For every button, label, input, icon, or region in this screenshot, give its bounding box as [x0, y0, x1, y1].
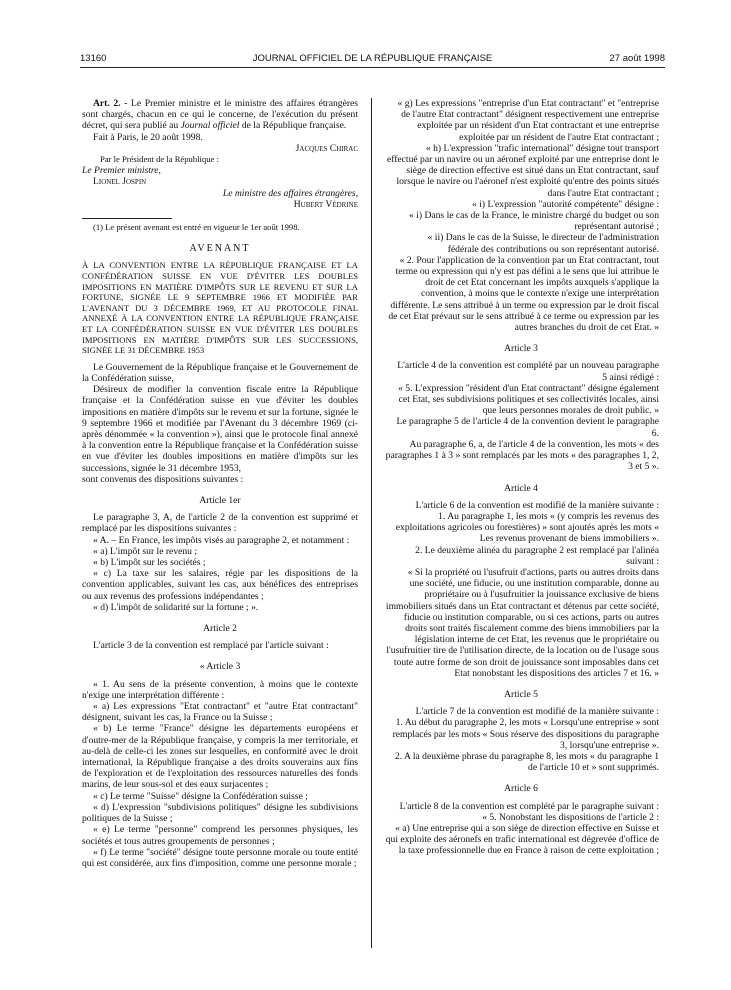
journal-officiel-ref: Journal officiel: [180, 120, 240, 132]
preamble-desireux: Désireux de modifier la convention fiscale entre la République française et la Confédération suisse en vue d'éviter les doubles impositions en matière d'impôts sur le revenu et sur la fortune, signée le 9 septembre 1966 et modifiée par l'Avenant du 3 décembre 1969 (ci-après dénommée « la convention »), ainsi que le protocole final annexé à la convention entre la République française et la Confédération suisse en vue d'éviter les doubles impositions en matière d'impôts sur les successions, signée le 31 décembre 1953,: [82, 384, 358, 474]
article-2-decree: Art. 2. - Le Premier ministre et le ministre des affaires étrangères sont chargés, chacun en ce qui le concerne, de l'exécution du présent décret, qui sera publié au Journal officiel de la République française.: [82, 98, 359, 132]
quoted-article-3-c: « c) Le terme "Suisse" désigne la Confédération suisse ;: [93, 790, 308, 802]
journal-title: JOURNAL OFFICIEL DE LA RÉPUBLIQUE FRANÇAISE: [252, 53, 493, 64]
article-5-heading: Article 5: [504, 688, 538, 700]
article-3-p3: Le paragraphe 5 de l'article 4 de la convention devient le paragraphe 6.: [396, 416, 659, 439]
header-rule: [80, 67, 665, 68]
footnote-rule: [82, 218, 172, 219]
article-2-paragraph: L'article 3 de la convention est remplacé par l'article suivant :: [93, 640, 329, 652]
article-6-heading: Article 6: [504, 783, 538, 795]
quoted-article-3-b: « b) Le terme "France" désigne les départements européens et d'outre-mer de la République française, y compris la mer territoriale, et au-delà de celle-ci les zones sur lesquelles, en conformité avec le droit international, la République française a des droits souverains aux fins de l'exploration et de l'exploitation des ressources naturelles des fonds marins, de leur sous-sol et des eaux surjacentes ;: [82, 723, 358, 791]
right-column: [383, 98, 659, 857]
article-6-a: « a) Une entreprise qui a son siège de direction effective en Suisse et qui exploite des aéronefs en trafic international est dégrevée d'office de la taxe professionnelle due en France à raison de cette exploitation ;: [385, 822, 659, 857]
avenant-title: AVENANT: [189, 243, 251, 255]
article-1-item-a: « a) L'impôt sur le revenu ;: [93, 545, 198, 557]
quoted-article-3-g: « g) Les expressions "entreprise d'un Etat contractant" et "entreprise de l'autre Etat contractant" désignent respectivement une entreprise exploitée par un résident d'un Etat contractant et une entreprise exploitée par un résident de l'autre Etat contractant ;: [397, 98, 659, 143]
article-1-item-c: « c) La taxe sur les salaires, régie par les dispositions de la convention applicables, suivant les cas, aux bénéfices des entreprises ou aux revenus des professions indépendantes ;: [82, 568, 358, 602]
article-4-p2: 1. Au paragraphe 1, les mots « (y compris les revenus des exploitations agricoles ou forestières) » sont ajoutés après les mots « Les revenus provenant de biens immobiliers ».: [395, 510, 659, 545]
preamble-governments: Le Gouvernement de la République française et le Gouvernement de la Confédération suisse,: [82, 361, 358, 384]
par-le-president: Par le Président de la République :: [100, 154, 219, 165]
article-1-a-france: « A. – En France, les impôts visés au paragraphe 2, et notamment :: [93, 534, 350, 546]
quoted-article-3-d: « d) L'expression "subdivisions politiques" désigne les subdivisions politiques de la Suisse ;: [82, 801, 358, 825]
left-column: [82, 98, 358, 869]
avenant-subtitle: À LA CONVENTION ENTRE LA RÉPUBLIQUE FRANÇAISE ET LA CONFÉDÉRATION SUISSE EN VUE D'ÉVITER LES DOUBLES IMPOSITIONS EN MATIÈRE D'IMPÔTS SUR LE REVENU ET SUR LA FORTUNE, SIGNÉE LE 9 SEPTEMBRE 1966 ET MODIFIÉE PAR L'AVENANT DU 3 DÉCEMBRE 1969, ET AU PROTOCOLE FINAL ANNEXÉ À LA CONVENTION ENTRE LA RÉPUBLIQUE FRANÇAISE ET LA CONFÉDÉRATION SUISSE EN VUE D'ÉVITER LES DOUBLES IMPOSITIONS EN MATIÈRE D'IMPÔTS SUR LES SUCCESSIONS, SIGNÉE LE 31 DÉCEMBRE 1953: [82, 260, 358, 356]
ministre-title: Le ministre des affaires étrangères,: [222, 187, 358, 199]
quoted-article-3-e: « e) Le terme "personne" comprend les personnes physiques, les sociétés et tous autres groupements de personnes ;: [82, 824, 358, 847]
autorite-suisse: « ii) Dans le cas de la Suisse, le directeur de l'administration fédérale des contributions ou son représentant autorisé.: [427, 232, 659, 255]
footnote: (1) Le présent avenant est entré en vigueur le 1er août 1998.: [93, 222, 300, 233]
quoted-article-3-h: « h) L'expression "trafic international" désigne tout transport effectué par un navire ou un aéronef exploité par une entreprise dont le siège de direction effective est situé dans un Etat contractant, sauf lorsque le navire ou l'aéronef n'est exploité qu'entre des points situés dans l'autre Etat contractant ;: [386, 142, 659, 199]
autorite-competente-list: [383, 210, 659, 255]
article-4-p4: « Si la propriété ou l'usufruit d'actions, parts ou autres droits dans une société, une fiducie, ou une institution comparable, donne au propriétaire ou à l'usufruitier la jouissance exclusive de biens immobiliers situés dans un Etat contractant et détenus par cette société, fiducie ou institution comparable, ou si ces actions, parts ou autres droits sont traités fiscalement comme des biens immobiliers par la législation interne de cet Etat, les revenus que le propriétaire ou l'usufruitier tire de l'utilisation directe, de la location ou de l'usage sous toute autre forme de son droit de jouissance sont imposables dans cet Etat nonobstant les dispositions des articles 7 et 16. »: [385, 566, 659, 679]
fait-a-paris: Fait à Paris, le 20 août 1998.: [93, 131, 203, 143]
article-2-label: Art. 2. -: [93, 98, 128, 109]
article-3-p1: L'article 4 de la convention est complété par un nouveau paragraphe 5 ainsi rédigé :: [397, 360, 659, 383]
page-number: 13160: [80, 53, 107, 64]
quoted-article-3-f: « f) Le terme "société" désigne toute personne morale ou toute entité qui est considérée, aux fins d'imposition, comme une personne morale ;: [82, 846, 358, 869]
column-divider: [371, 98, 372, 948]
article-4-heading: Article 4: [504, 482, 538, 494]
article-3-p4: Au paragraphe 6, a, de l'article 4 de la convention, les mots « des paragraphes 1 à 3 » sont remplacés par les mots « des paragraphes 1, 2, 3 et 5 ».: [385, 438, 659, 473]
article-1-item-d: « d) L'impôt de solidarité sur la fortune ; ».: [93, 601, 259, 613]
article-3-p2: « 5. L'expression "résident d'un Etat contractant" désigne également cet Etat, ses subdivisions politiques et ses collectivités locales, ainsi que leurs personnes morales de droit public. »: [398, 382, 659, 417]
article-5-p3: 2. A la deuxième phrase du paragraphe 8, les mots « du paragraphe 1 de l'article 10 et » sont supprimés.: [394, 750, 659, 774]
quoted-article-3-p1: « 1. Au sens de la présente convention, à moins que le contexte n'exige une interprétation différente :: [82, 678, 358, 701]
article-6-p2: « 5. Nonobstant les dispositions de l'article 2 :: [482, 811, 659, 823]
article-1-item-b: « b) L'impôt sur les sociétés ;: [93, 557, 206, 569]
ministre-name: Hubert Védrine: [293, 198, 358, 210]
autorite-france: « i) Dans le cas de la France, le ministre chargé du budget ou son représentant autorisé ;: [409, 210, 659, 233]
article-2-heading: Article 2: [203, 623, 237, 635]
article-6-p1: L'article 8 de la convention est complété par le paragraphe suivant :: [399, 800, 659, 812]
article-5-p2: 1. Au début du paragraphe 2, les mots « Lorsqu'une entreprise » sont remplacés par les mots « Sous réserve des dispositions du paragraphe 3, lorsqu'une entreprise ».: [392, 717, 659, 751]
preamble-convenus: sont convenus des dispositions suivantes :: [82, 473, 244, 485]
article-3-heading: Article 3: [504, 343, 538, 355]
article-5-p1: L'article 7 de la convention est modifié de la manière suivante :: [415, 706, 659, 718]
article-4-p1: L'article 6 de la convention est modifié de la manière suivante :: [415, 499, 659, 511]
quoted-article-3-i: « i) L'expression "autorité compétente" désigne :: [472, 198, 659, 210]
page-header: [80, 53, 665, 67]
signature-president: Jacques Chirac: [295, 142, 358, 154]
article-1-paragraph: Le paragraphe 3, A, de l'article 2 de la convention est supprimé et remplacé par les dispositions suivantes :: [82, 512, 358, 535]
premier-ministre-title: Le Premier ministre,: [82, 165, 161, 177]
quoted-article-3-p2: « 2. Pour l'application de la convention par un Etat contractant, tout terme ou expression qui n'y est pas défini a le sens que lui attribue le droit de cet Etat concernant les impôts auxquels s'applique la convention, à moins que le contexte n'exige une interprétation différente. Le sens attribué à un terme ou expression par le droit fiscal de cet Etat prévaut sur le sens attribué à ce terme ou expression par les autres branches du droit de cet Etat. »: [388, 254, 659, 334]
article-4-p3: 2. Le deuxième alinéa du paragraphe 2 est remplacé par l'alinéa suivant :: [415, 544, 659, 567]
quoted-article-3-heading: « Article 3: [199, 661, 241, 673]
premier-ministre-name: Lionel Jospin: [93, 176, 147, 188]
quoted-article-3-a: « a) Les expressions "Etat contractant" et "autre Etat contractant" désignent, suivant les cas, la France ou la Suisse ;: [82, 701, 358, 724]
article-1-heading: Article 1er: [199, 495, 241, 507]
issue-date: 27 août 1998: [609, 53, 665, 64]
